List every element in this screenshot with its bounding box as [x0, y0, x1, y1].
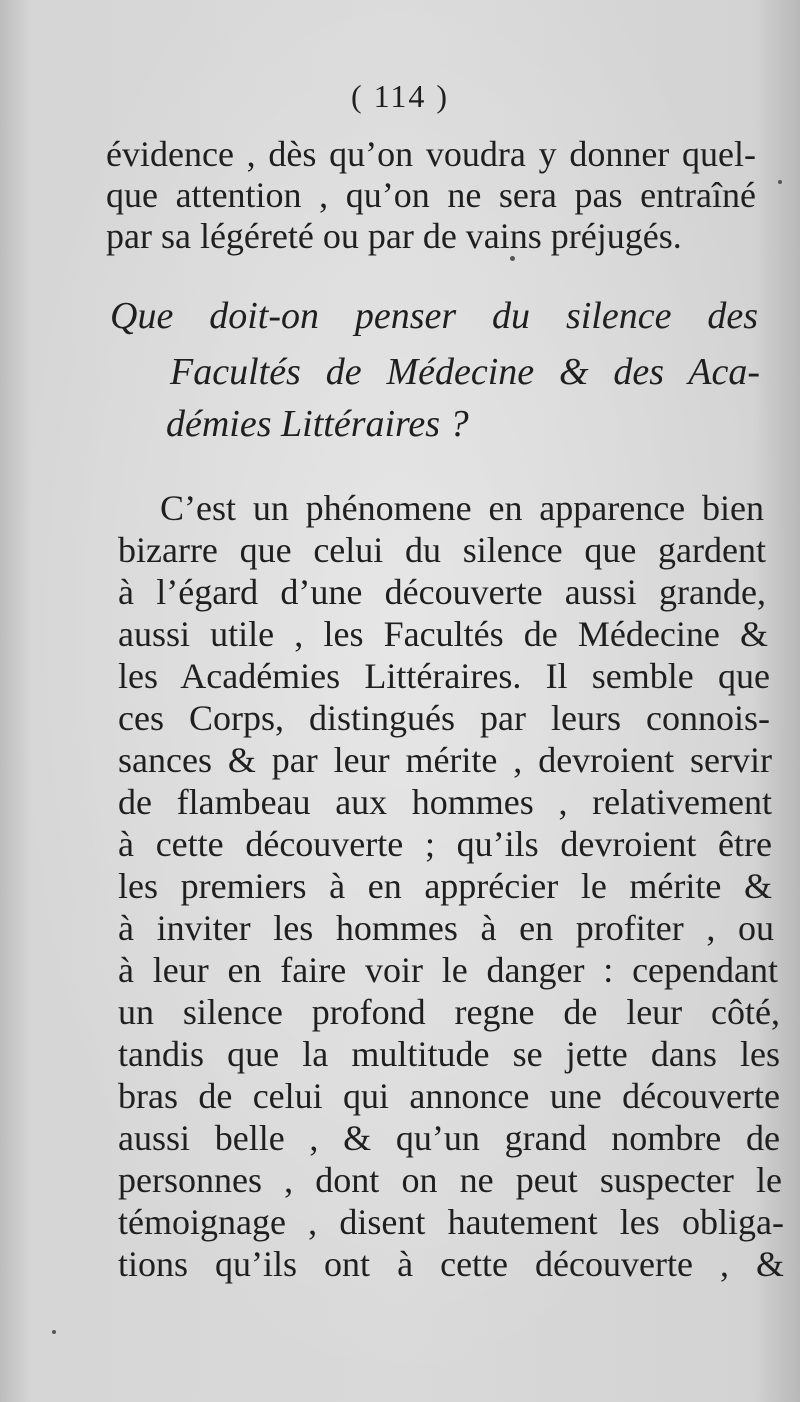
- text-line: bizarre que celui du silence que gardent: [118, 530, 766, 570]
- text-line: les premiers à en apprécier le mérite &: [118, 866, 772, 906]
- text-line: par sa légéreté ou par de vains préjugés.: [106, 216, 682, 256]
- text-line: de flambeau aux hommes , relativement: [118, 782, 772, 822]
- text-line: témoignage , disent hautement les obliga-: [118, 1202, 784, 1242]
- heading-line: Que doit-on penser du silence des: [110, 295, 758, 337]
- text-line: aussi belle , & qu’un grand nombre de: [118, 1118, 780, 1158]
- text-line: sances & par leur mérite , devroient servir: [118, 740, 772, 780]
- text-line: un silence profond regne de leur côté,: [118, 992, 780, 1032]
- paper-speck: [510, 256, 515, 261]
- paper-speck: [778, 180, 782, 184]
- text-line: à l’égard d’une découverte aussi grande,: [118, 572, 766, 612]
- paper-speck: [52, 1330, 56, 1334]
- text-line: aussi utile , les Facultés de Médecine &: [118, 614, 768, 654]
- heading-line: démies Littéraires ?: [166, 403, 469, 445]
- text-line: à inviter les hommes à en profiter , ou: [118, 908, 774, 948]
- heading-line: Facultés de Médecine & des Aca-: [170, 351, 760, 393]
- text-line: que attention , qu’on ne sera pas entraîné: [106, 175, 756, 215]
- text-line: évidence , dès qu’on voudra y donner quel-: [106, 134, 756, 174]
- text-line: à leur en faire voir le danger : cependant: [118, 950, 778, 990]
- text-line: bras de celui qui annonce une découverte: [118, 1076, 780, 1116]
- text-line: tions qu’ils ont à cette découverte , &: [118, 1244, 784, 1284]
- text-line: les Académies Littéraires. Il semble que: [118, 656, 770, 696]
- text-line: tandis que la multitude se jette dans les: [118, 1034, 780, 1074]
- text-line: C’est un phénomene en apparence bien: [160, 488, 764, 528]
- page-number: ( 114 ): [350, 78, 450, 114]
- text-line: ces Corps, distingués par leurs connois-: [118, 698, 770, 738]
- text-line: personnes , dont on ne peut suspecter le: [118, 1160, 782, 1200]
- text-line: à cette découverte ; qu’ils devroient être: [118, 824, 772, 864]
